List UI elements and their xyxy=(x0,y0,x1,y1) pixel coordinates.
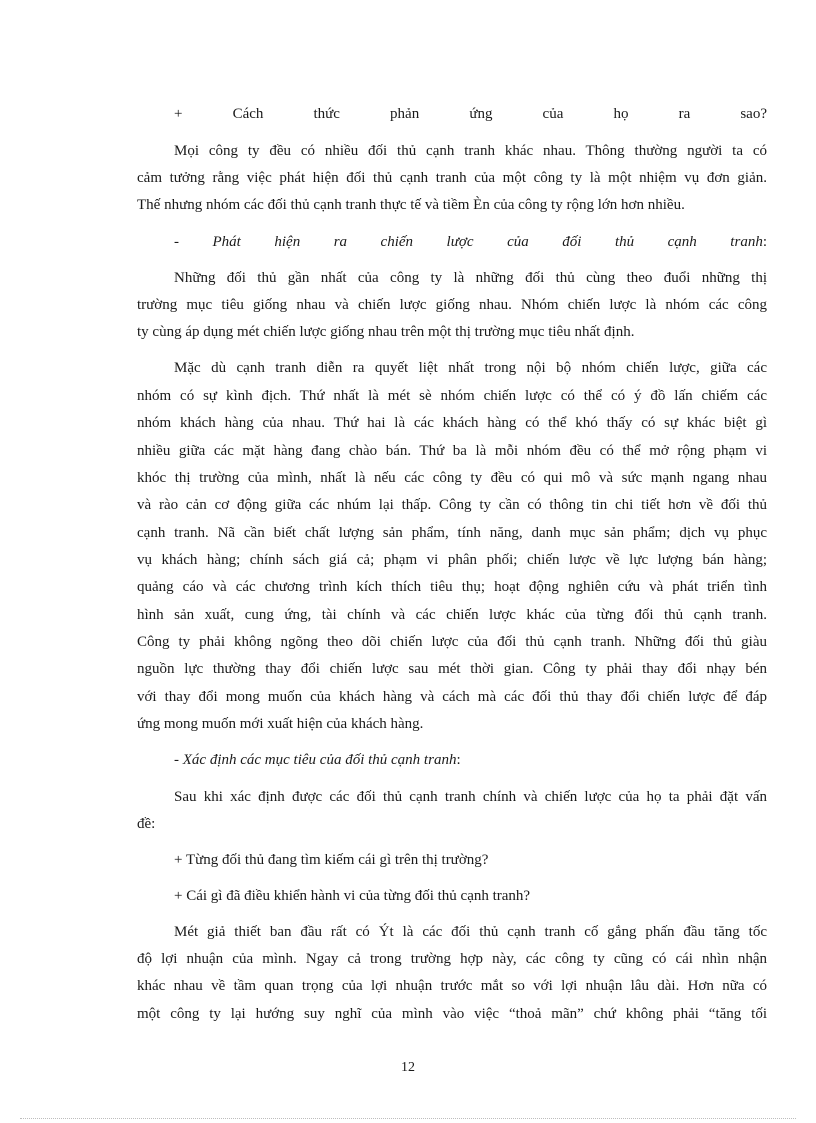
section-colon: : xyxy=(762,234,767,250)
paragraph-5-line: một công ty lại hướng suy nghĩ của mình vào việc “thoả mãn” chứ không phải “tăng tối xyxy=(137,1006,767,1022)
paragraph-1-line: cảm tưởng rằng việc phát hiện đối thủ cạnh tranh của một công ty là một nhiệm vụ đơn giản. xyxy=(137,170,767,186)
paragraph-5-line: khác nhau về tầm quan trọng của lợi nhuận trước mắt so với lợi nhuận lâu dài. Hơn nữa có xyxy=(137,978,767,994)
paragraph-3-line: nhóm khách hàng của nhau. Thứ hai là các khách hàng có thể khó thấy có sự khác biệt gì xyxy=(137,415,767,431)
page-number: 12 xyxy=(401,1060,415,1075)
page-bottom-divider xyxy=(20,1118,796,1119)
paragraph-3-line: quảng cáo và các chương trình kích thích tiêu thụ; hoạt động nghiên cứu và phát triển tình xyxy=(137,579,767,595)
paragraph-3-line: và rào cản cơ động giữa các nhúm lại thấp. Công ty cần có thông tin chi tiết hơn về đối thủ xyxy=(137,497,767,513)
paragraph-2-line: Những đối thủ gần nhất của công ty là những đối thủ cùng theo đuổi những thị xyxy=(174,270,767,286)
paragraph-4-line: Sau khi xác định được các đối thủ cạnh tranh chính và chiến lược của họ ta phải đặt vấn xyxy=(174,789,767,805)
paragraph-4-line: đề: xyxy=(137,816,156,832)
paragraph-3-line: hình sản xuất, cung ứng, tài chính và các chiến lược khác của từng đối thủ cạnh tranh. xyxy=(137,607,767,623)
paragraph-1-line: Mọi công ty đều có nhiều đối thủ cạnh tranh khác nhau. Thông thường người ta có xyxy=(174,143,767,159)
section-title: Phát hiện ra chiến lược của đối thủ cạnh tranh xyxy=(212,234,763,250)
question-line: + Từng đối thủ đang tìm kiếm cái gì trên thị trường? xyxy=(174,852,489,868)
paragraph-2-line: ty cùng áp dụng mét chiến lược giống nhau trên một thị trường mục tiêu nhất định. xyxy=(137,324,635,340)
paragraph-3-line: nhiều giữa các mặt hàng đang chào bán. Thứ ba là mỗi nhóm đều có thể mở rộng phạm vi xyxy=(137,443,767,459)
section-dash: - xyxy=(174,234,213,250)
section-colon: : xyxy=(456,752,461,768)
paragraph-3-line: cạnh tranh. Nã cần biết chất lượng sản phẩm, tính năng, danh mục sản phẩm; dịch vụ phục xyxy=(137,525,767,541)
paragraph-2-line: trường mục tiêu giống nhau và chiến lược giống nhau. Nhóm chiến lược là nhóm các công xyxy=(137,297,767,313)
paragraph-3-line: với thay đổi mong muốn của khách hàng và cách mà các đối thủ thay đổi chiến lược để đáp xyxy=(137,689,767,705)
paragraph-3-line: vụ khách hàng; chính sách giá cả; phạm vi phân phối; chiến lược về lực lượng bán hàng; xyxy=(137,552,767,568)
question-line: + Cái gì đã điều khiển hành vi của từng đối thủ cạnh tranh? xyxy=(174,888,531,904)
heading-question: + Cách thức phản ứng của họ ra sao? xyxy=(174,106,767,122)
paragraph-1-line: Thế nhưng nhóm các đối thủ cạnh tranh thực tế và tiềm Èn của công ty rộng lớn hơn nhiều. xyxy=(137,197,685,213)
section-heading-objectives xyxy=(174,750,767,770)
paragraph-5-line: Mét giả thiết ban đầu rất có Ýt là các đối thủ cạnh tranh cố gắng phấn đầu tăng tốc xyxy=(174,924,767,940)
paragraph-3-line: khóc thị trường của mình, nhất là nếu các công ty đều có qui mô và sức mạnh ngang nhau xyxy=(137,470,767,486)
section-title: Xác định các mục tiêu của đối thủ cạnh tranh xyxy=(182,752,457,768)
paragraph-3-line: Công ty phải không ngõng theo dõi chiến lược của đối thủ cạnh tranh. Những đối thủ giàu xyxy=(137,634,767,650)
section-heading-strategy xyxy=(174,232,767,252)
paragraph-3-line: nguồn lực thường thay đổi chiến lược sau mét thời gian. Công ty phải thay đổi nhạy bén xyxy=(137,661,767,677)
paragraph-3-line: Mặc dù cạnh tranh diễn ra quyết liệt nhất trong nội bộ nhóm chiến lược, giữa các xyxy=(174,360,767,376)
section-dash: - xyxy=(174,752,183,768)
paragraph-3-line: nhóm có sự kình địch. Thứ nhất là mét sè nhóm chiến lược có thể có ý đồ lấn chiếm các xyxy=(137,388,767,404)
paragraph-5-line: độ lợi nhuận của mình. Ngay cả trong trường hợp này, các công ty cũng có cái nhìn nhận xyxy=(137,951,767,967)
paragraph-3-line: ứng mong muốn mới xuất hiện của khách hàng. xyxy=(137,716,424,732)
